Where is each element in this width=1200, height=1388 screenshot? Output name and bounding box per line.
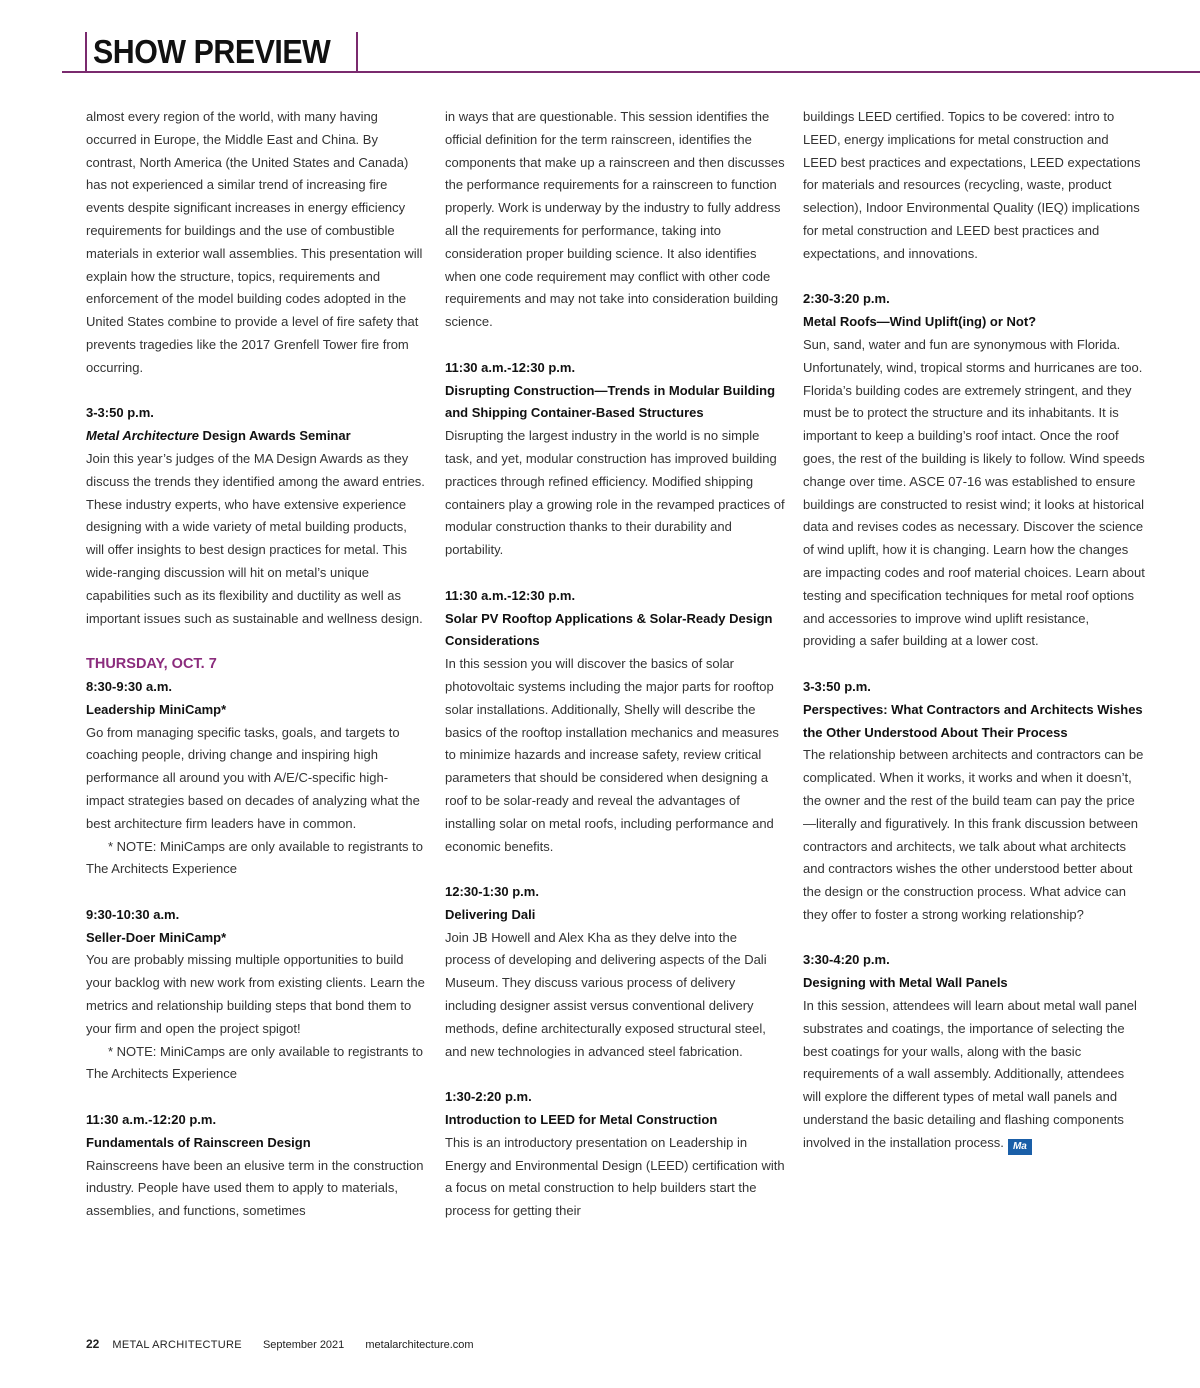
session-note: * NOTE: MiniCamps are only available to registrants to The Architects Experience [86, 1043, 424, 1082]
session-time: 9:30-10:30 a.m. [86, 906, 180, 922]
session-time: 2:30-3:20 p.m. [803, 291, 890, 307]
session-note: * NOTE: MiniCamps are only available to registrants to The Architects Experience [86, 838, 424, 877]
issue-date: September 2021 [262, 1339, 345, 1351]
session-title: Metal Roofs—Wind Uplift(ing) or Not? [803, 314, 1037, 330]
session-description: Join JB Howell and Alex Kha as they delve into the process of developing and delivering aspects of the Dali Museum. They discuss various process of delivery including designer assist versus conventional delivery methods, define architecturally exposed structural steel, and new technologies in advanced steel fabrication. [445, 929, 767, 1059]
session-title: Introduction to LEED for Metal Construction [445, 1112, 718, 1128]
page-footer [86, 1337, 492, 1351]
session-time: 3-3:50 p.m. [803, 678, 871, 694]
session-description [803, 995, 1145, 1155]
session-title: Disrupting Construction—Trends in Modular Building and Shipping Container-Based Structures [445, 382, 776, 421]
column-2 [445, 106, 785, 1223]
session-description: Rainscreens have been an elusive term in the construction industry. People have used them to apply to materials, assemblies, and functions, sometimes [86, 1157, 424, 1219]
session-time: 11:30 a.m.-12:30 p.m. [445, 359, 576, 375]
session-title: Fundamentals of Rainscreen Design [86, 1134, 311, 1150]
session-time: 3-3:50 p.m. [86, 405, 154, 421]
header-rule [62, 71, 1200, 73]
session-description: In this session you will discover the basics of solar photovoltaic systems including the major parts for rooftop solar installations. Additionally, Shelly will describe the basics of the rooftop installation mechanics and measures to minimize hazards and increase safety, review critical parameters that should be considered when designing a roof to be solar-ready and reveal the advantages of installing solar on metal roofs, including performance and economic benefits. [445, 656, 779, 854]
session-time: 11:30 a.m.-12:30 p.m. [445, 587, 576, 603]
session-description: Join this year’s judges of the MA Design Awards as they discuss the trends they identified among the award entries. These industry experts, who have extensive experience designing with a wide variety of metal building products, will offer insights to best design practices for metal. This wide-ranging discussion will hit on metal’s unique capabilities such as its flexibility and ductility as well as important issues such as sustainable and wellness design. [86, 450, 425, 626]
section-title: SHOW PREVIEW [93, 33, 331, 70]
session-description: Sun, sand, water and fun are synonymous with Florida. Unfortunately, wind, tropical storms and hurricanes are too. Florida’s building codes are extremely stringent, and they must be to protect the structure and its inhabitants. It is important to keep a building’s roof intact. Once the roof goes, the rest of the building is likely to follow. Wind speeds change over time. ASCE 07-16 was established to ensure buildings are constructed to resist wind; it looks at historical data and revises codes as necessary. Discover the science of wind uplift, how it is changing. Learn how the changes are impacting codes and roof material choices. Learn about testing and specification techniques for metal roof options and accessories to improve wind uplift resistance, providing a safer building at a lower cost. [803, 336, 1145, 649]
end-mark-icon: Ma [1008, 1139, 1032, 1155]
session-description-text: In this session, attendees will learn about metal wall panel substrates and coatings, the importance of selecting the best coatings for your walls, along with the basic requirements of a wall assembly. Additionally, attendees will explore the different types of metal wall panels and understand the basic detailing and flashing components involved in the installation process. [803, 998, 1137, 1150]
session-title: Seller-Doer MiniCamp* [86, 929, 227, 945]
session-title-italic: Metal Architecture [86, 428, 199, 444]
session-description: You are probably missing multiple opportunities to build your backlog with new work from existing clients. Learn the metrics and relationship building steps that bond them to your firm and open the project spigot! [86, 952, 425, 1036]
session-title: Designing with Metal Wall Panels [803, 975, 1008, 991]
page-number: 22 [86, 1337, 100, 1351]
session-title: Perspectives: What Contractors and Architects Wishes the Other Understood About Their Process [803, 701, 1143, 740]
session-title: Leadership MiniCamp* [86, 701, 227, 717]
session-description: The relationship between architects and contractors can be complicated. When it works, it works and when it doesn’t, the owner and the rest of the build team can pay the price—literally and figuratively. In this frank discussion between contractors and architects, we talk about what architects and contractors wishes the other understood better about the design or the construction process. What advice can they offer to foster a strong working relationship? [803, 747, 1144, 922]
publication-name: METAL ARCHITECTURE [112, 1339, 242, 1351]
day-heading: THURSDAY, OCT. 7 [86, 656, 217, 673]
session-title: Solar PV Rooftop Applications & Solar-Ready Design Considerations [445, 610, 773, 649]
session-time: 3:30-4:20 p.m. [803, 952, 890, 968]
session-time: 11:30 a.m.-12:20 p.m. [86, 1112, 217, 1128]
session-title: Delivering Dali [445, 906, 536, 922]
session-description: Go from managing specific tasks, goals, and targets to coaching people, driving change and inspiring high performance all around you with A/E/C-specific high-impact strategies based on decades of analyzing what the best architecture firm leaders have in common. [86, 724, 420, 831]
paragraph: buildings LEED certified. Topics to be covered: intro to LEED, energy implications for metal construction and LEED best practices and expectations, LEED expectations for materials and resources (recycling, waste, product selection), Indoor Environmental Quality (IEQ) implications for metal construction and LEED best practices and expectations, and innovations. [803, 109, 1141, 261]
website: metalarchitecture.com [365, 1339, 474, 1351]
paragraph: in ways that are questionable. This session identifies the official definition for the term rainscreen, identifies the components that make up a rainscreen and then discusses the performance requirements for a rainscreen to function properly. Work is underway by the industry to fully address all the requirements for performance, taking into consideration proper building science. It also identifies when one code requirement may conflict with other code requirements and may not take into consideration building science. [445, 109, 785, 330]
section-header [85, 32, 358, 72]
session-title [86, 425, 426, 448]
column-3 [803, 106, 1145, 1155]
session-title-rest: Design Awards Seminar [198, 428, 351, 444]
session-time: 8:30-9:30 a.m. [86, 678, 172, 694]
paragraph: almost every region of the world, with many having occurred in Europe, the Middle East and China. By contrast, North America (the United States and Canada) has not experienced a similar trend of increasing fire events despite significant increases in energy efficiency requirements for buildings and the use of combustible materials in exterior wall assemblies. This presentation will explain how the structure, topics, requirements and enforcement of the model building codes adopted in the United States combine to provide a level of fire safety that prevents tragedies like the 2017 Grenfell Tower fire from occurring. [86, 109, 423, 375]
session-time: 1:30-2:20 p.m. [445, 1089, 532, 1105]
session-time: 12:30-1:30 p.m. [445, 884, 539, 900]
column-1 [86, 106, 426, 1223]
session-description: Disrupting the largest industry in the world is no simple task, and yet, modular construction has improved building practices through refined efficiency. Modified shipping containers play a growing role in the revamped practices of modular construction thanks to their durability and portability. [445, 428, 785, 558]
session-description: This is an introductory presentation on Leadership in Energy and Environmental Design (LEED) certification with a focus on metal construction to help builders start the process for getting their [445, 1134, 785, 1219]
